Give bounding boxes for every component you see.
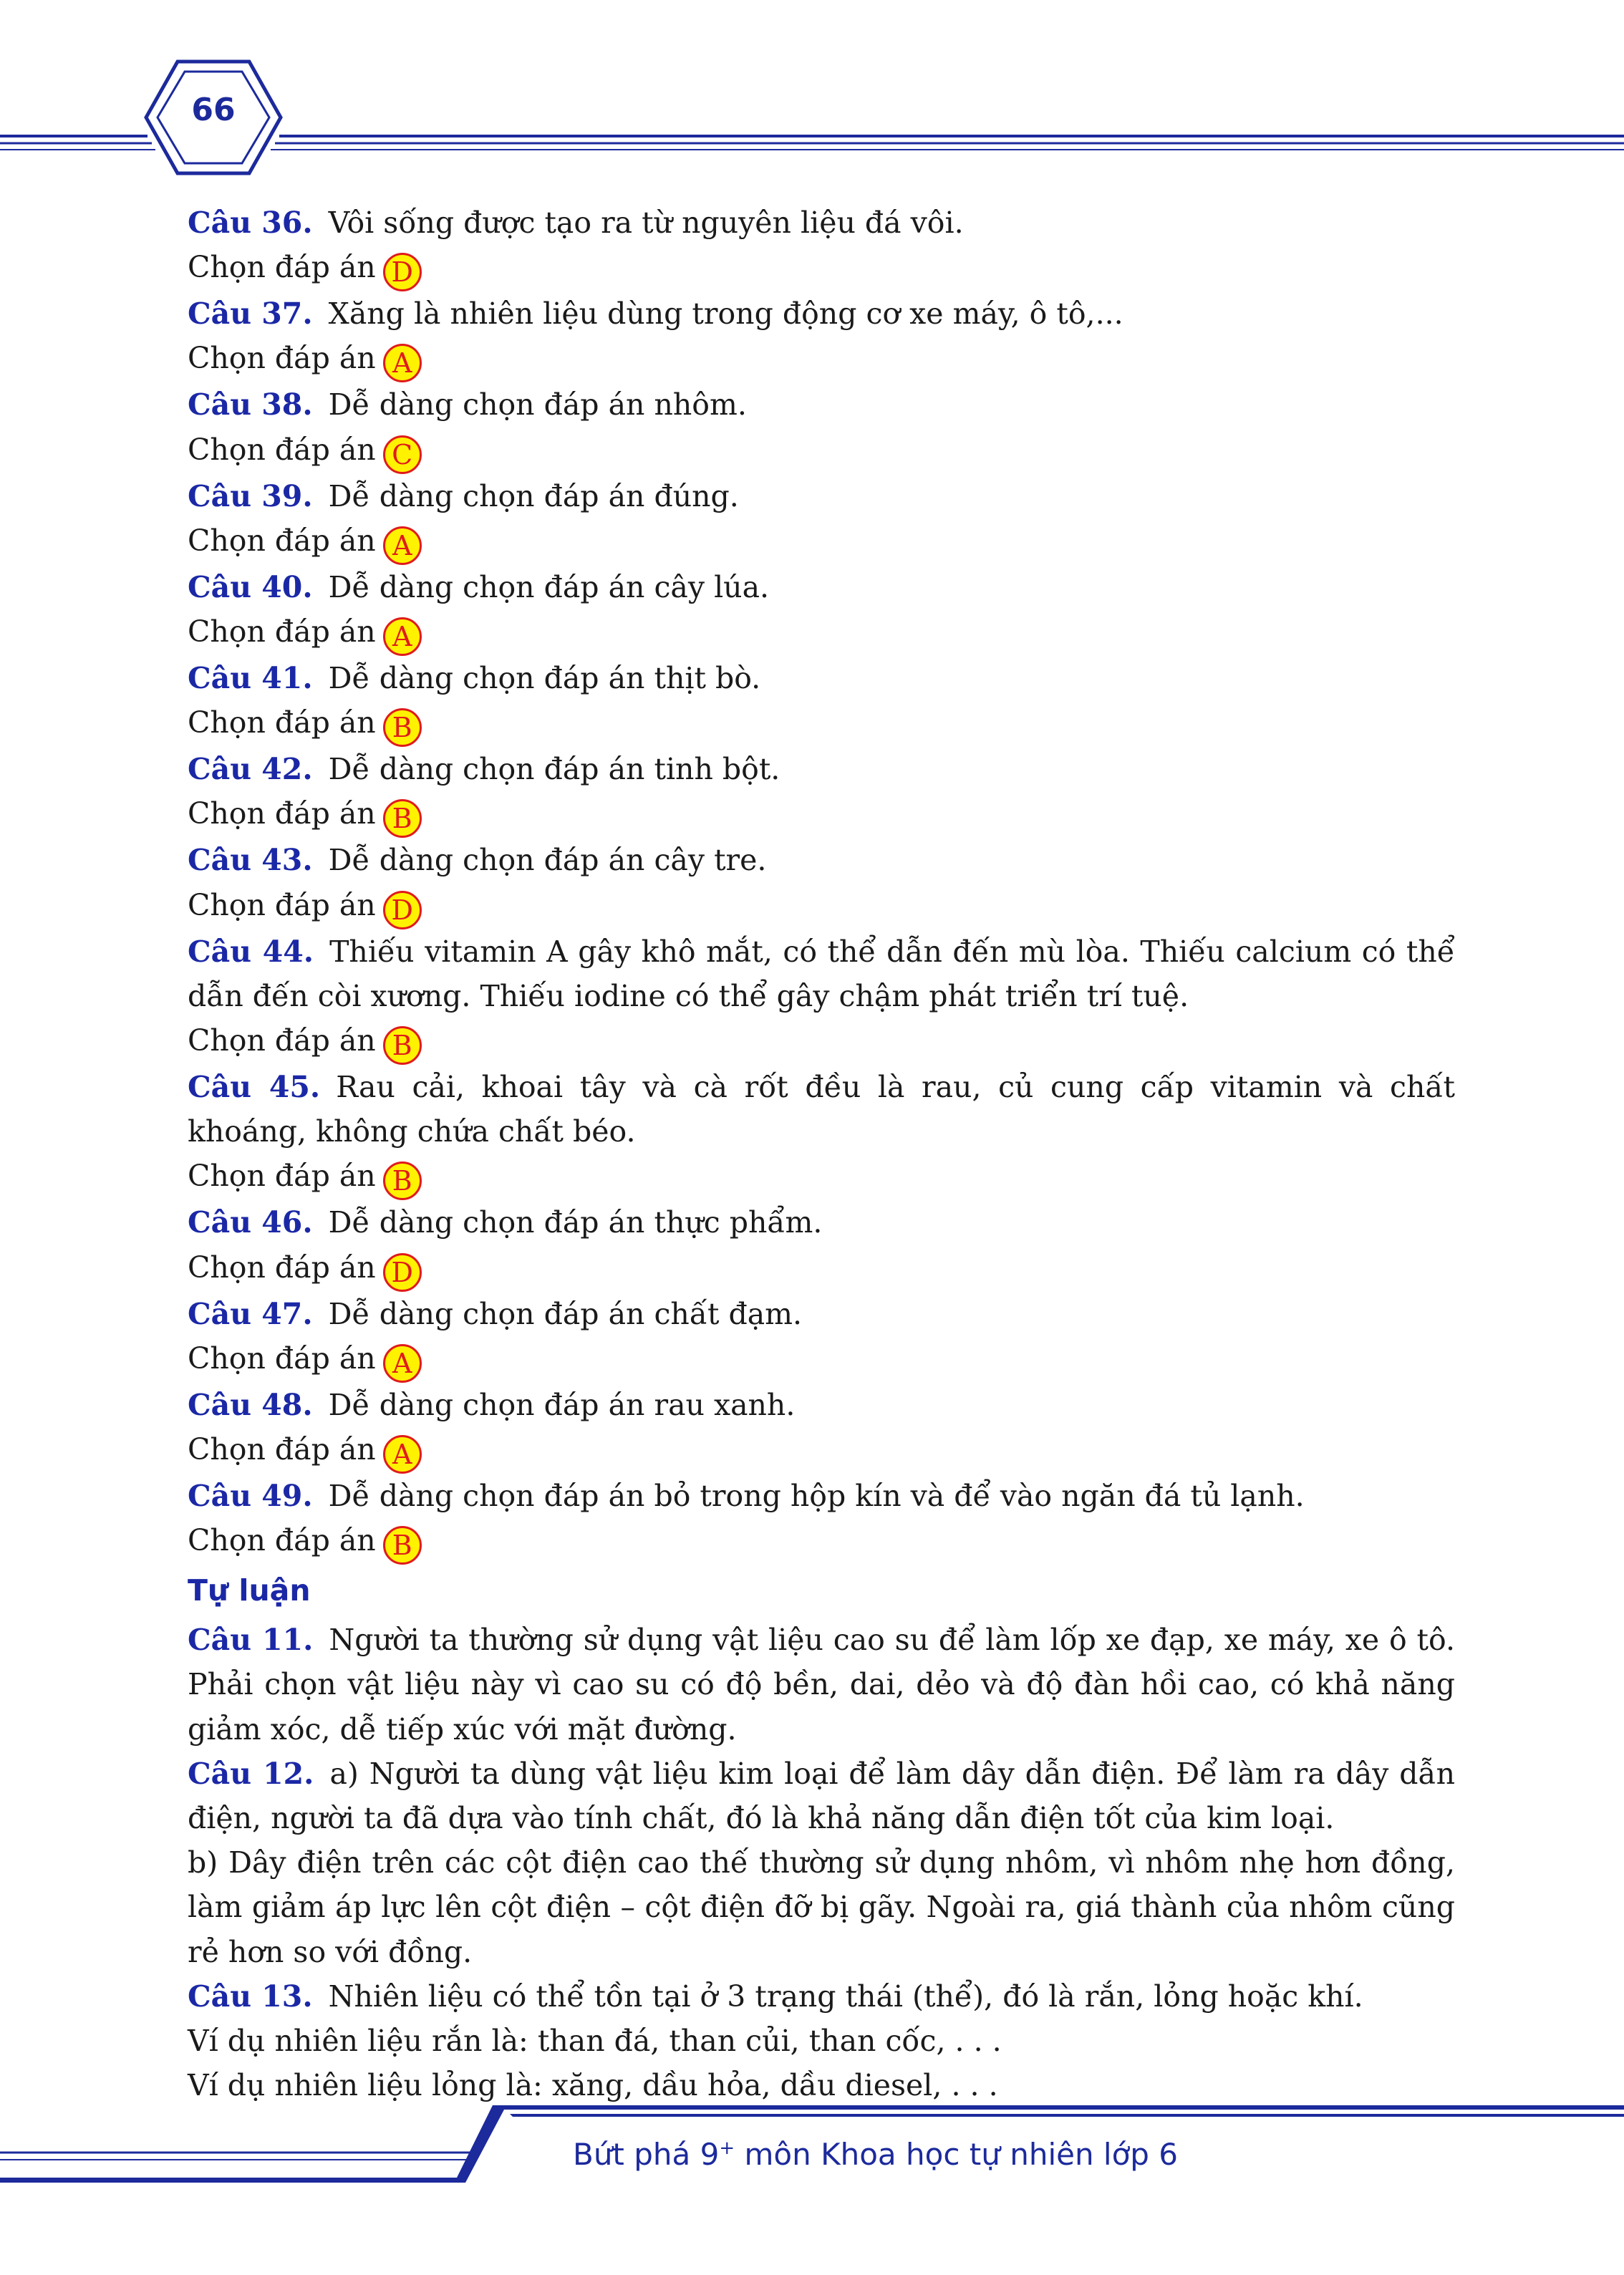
answer-badge: A [383,344,422,382]
question-44 [188,929,1455,1018]
question-label: Câu 38. [188,387,313,422]
answer-38 [188,428,1455,474]
answer-badge: A [383,617,422,656]
question-label: Câu 36. [188,206,313,240]
answer-37 [188,336,1455,382]
question-40 [188,565,1455,609]
question-49 [188,1474,1455,1518]
question-text: Nhiên liệu có thể tồn tại ở 3 trạng thái (thể), đó là rắn, lỏng hoặc khí. [328,1979,1363,2014]
choose-label: Chọn đáp án [188,341,376,376]
answer-badge: A [383,526,422,565]
answer-36 [188,245,1455,291]
question-label: Câu 40. [188,569,313,604]
page-number: 66 [191,92,236,128]
question-label: Câu 48. [188,1387,313,1422]
answer-badge: C [383,435,422,474]
answer-badge: B [383,1526,422,1565]
question-text: Vôi sống được tạo ra từ nguyên liệu đá vôi. [328,206,964,240]
question-43 [188,838,1455,882]
question-label: Câu 39. [188,478,313,513]
question-label: Câu 37. [188,296,313,332]
question-36 [188,201,1455,245]
question-38 [188,382,1455,427]
question-label: Câu 12. [188,1756,314,1791]
example-liquid-fuel: Ví dụ nhiên liệu lỏng là: xăng, dầu hỏa, dầu diesel, . . . [188,2068,998,2103]
question-label: Câu 41. [188,661,313,696]
answer-badge: B [383,708,422,747]
answer-43 [188,883,1455,929]
choose-label: Chọn đáp án [188,250,376,285]
question-text: Dễ dàng chọn đáp án chất đạm. [328,1296,803,1331]
answer-45 [188,1154,1455,1200]
choose-label: Chọn đáp án [188,887,376,922]
choose-label: Chọn đáp án [188,796,376,831]
answer-40 [188,609,1455,656]
choose-label: Chọn đáp án [188,523,376,558]
answer-badge: D [383,1253,422,1292]
question-text: Dễ dàng chọn đáp án nhôm. [328,387,747,422]
question-47 [188,1292,1455,1336]
question-text: Dễ dàng chọn đáp án đúng. [328,478,739,513]
question-label: Câu 45. [188,1070,321,1105]
question-label: Câu 47. [188,1296,313,1331]
answer-49 [188,1518,1455,1565]
question-text: Rau cải, khoai tây và cà rốt đều là rau, củ cung cấp vitamin và chất khoáng, không chứa chất béo. [188,1070,1455,1149]
choose-label: Chọn đáp án [188,1341,376,1376]
answer-badge: B [383,1026,422,1065]
answer-44 [188,1018,1455,1065]
question-text: Xăng là nhiên liệu dùng trong động cơ xe máy, ô tô,... [328,296,1123,332]
question-42 [188,747,1455,791]
question-text: Dễ dàng chọn đáp án rau xanh. [328,1387,796,1422]
answer-47 [188,1336,1455,1383]
answer-39 [188,518,1455,565]
choose-label: Chọn đáp án [188,1159,376,1194]
choose-label: Chọn đáp án [188,432,376,467]
question-39 [188,474,1455,518]
essay-question-12a [188,1752,1455,1840]
footer-title-sup: + [719,2138,735,2159]
example-solid-fuel: Ví dụ nhiên liệu rắn là: than đá, than củi, than cốc, . . . [188,2024,1002,2059]
answer-badge: A [383,1344,422,1383]
choose-label: Chọn đáp án [188,1523,376,1558]
answer-badge: D [383,891,422,929]
question-label: Câu 46. [188,1205,313,1240]
answer-badge: B [383,799,422,838]
answer-badge: B [383,1161,422,1200]
answer-46 [188,1245,1455,1292]
essay-question-12b: b) Dây điện trên các cột điện cao thế thường sử dụng nhôm, vì nhôm nhẹ hơn đồng, làm giảm áp lực lên cột điện – cột điện đỡ bị gãy. Ngoài ra, giá thành của nhôm cũng rẻ hơn so với đồng. [188,1845,1455,1969]
page-content [188,201,1455,2107]
question-label: Câu 44. [188,934,314,969]
answer-48 [188,1427,1455,1474]
question-label: Câu 13. [188,1979,313,2014]
question-text: Dễ dàng chọn đáp án tinh bột. [328,752,780,787]
question-45 [188,1065,1455,1154]
essay-question-11 [188,1618,1455,1752]
question-label: Câu 42. [188,752,313,787]
question-48 [188,1383,1455,1427]
answer-42 [188,791,1455,838]
essay-section-title: Tự luận [188,1573,311,1608]
answer-41 [188,700,1455,747]
choose-label: Chọn đáp án [188,705,376,740]
choose-label: Chọn đáp án [188,1023,376,1058]
question-text: Dễ dàng chọn đáp án thịt bò. [328,661,761,696]
choose-label: Chọn đáp án [188,1432,376,1467]
answer-badge: A [383,1435,422,1474]
answer-badge: D [383,253,422,291]
question-37 [188,291,1455,336]
question-46 [188,1200,1455,1245]
question-text: Dễ dàng chọn đáp án cây lúa. [328,569,770,604]
question-text: Dễ dàng chọn đáp án cây tre. [328,843,767,878]
footer-title [573,2137,1178,2172]
footer-title-prefix: Bứt phá 9 [573,2137,720,2172]
question-label: Câu 11. [188,1623,314,1658]
question-label: Câu 43. [188,843,313,878]
choose-label: Chọn đáp án [188,614,376,649]
question-text: Dễ dàng chọn đáp án thực phẩm. [328,1205,823,1240]
footer-title-suffix: môn Khoa học tự nhiên lớp 6 [735,2137,1179,2172]
choose-label: Chọn đáp án [188,1250,376,1285]
question-label: Câu 49. [188,1479,313,1514]
question-41 [188,656,1455,700]
question-text: Thiếu vitamin A gây khô mắt, có thể dẫn đến mù lòa. Thiếu calcium có thể dẫn đến còi xương. Thiếu iodine có thể gây chậm phát triển trí tuệ. [188,934,1455,1013]
essay-question-13 [188,1974,1455,2019]
question-text: Người ta thường sử dụng vật liệu cao su để làm lốp xe đạp, xe máy, xe ô tô. Phải chọn vật liệu này vì cao su có độ bền, dai, dẻo và độ đàn hồi cao, có khả năng giảm xóc, dễ tiếp xúc với mặt đường. [188,1623,1455,1747]
question-text: Dễ dàng chọn đáp án bỏ trong hộp kín và để vào ngăn đá tủ lạnh. [328,1479,1305,1514]
question-text: a) Người ta dùng vật liệu kim loại để làm dây dẫn điện. Để làm ra dây dẫn điện, người ta đã dựa vào tính chất, đó là khả năng dẫn điện tốt của kim loại. [188,1756,1455,1836]
